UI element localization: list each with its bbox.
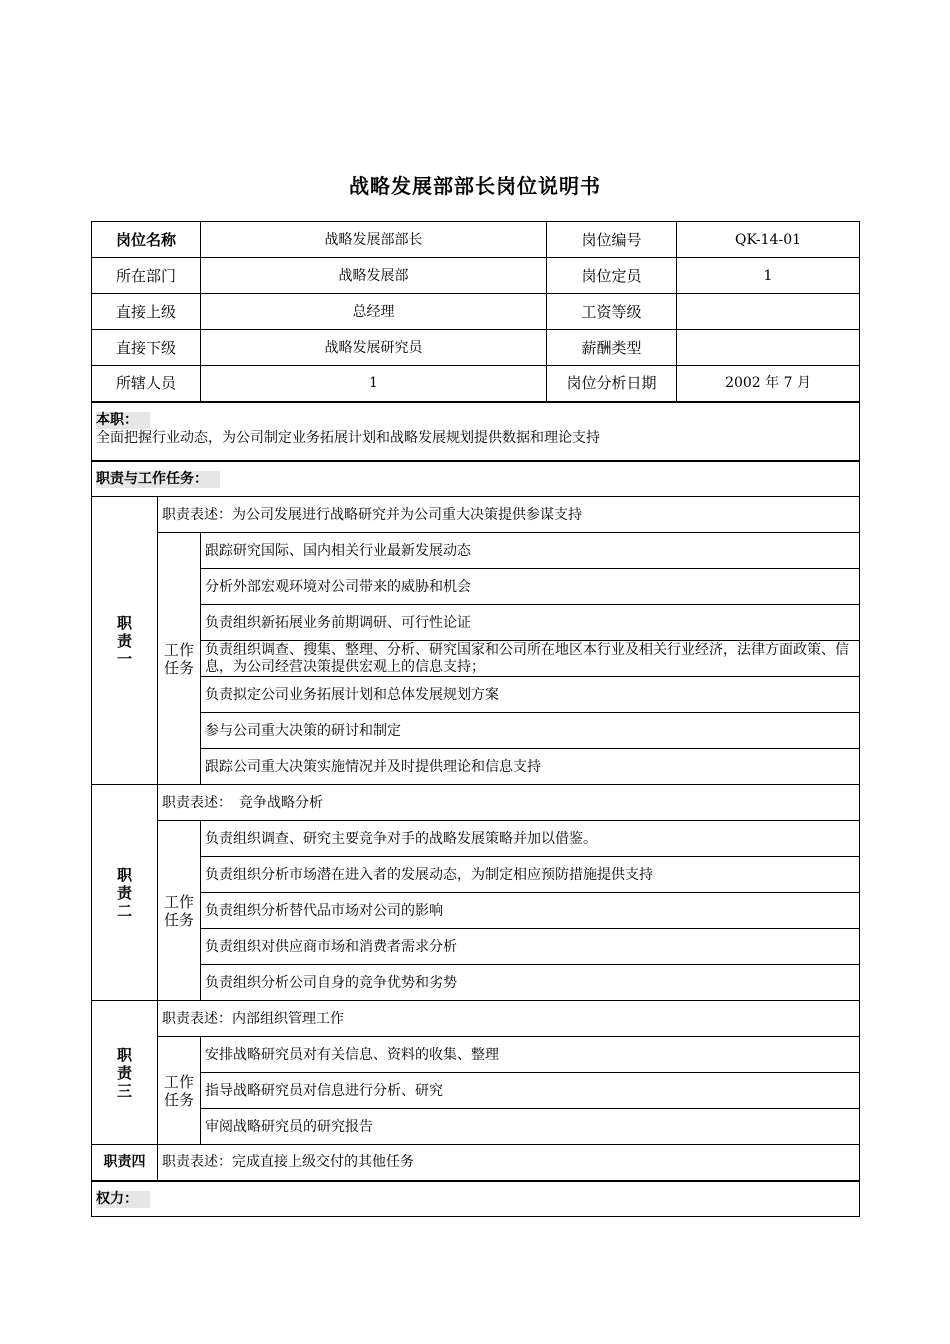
label-direct-subordinate: 直接下级 <box>92 330 201 366</box>
value-staff-count: 1 <box>201 366 547 402</box>
info-row <box>92 294 860 330</box>
summary-row <box>92 402 860 461</box>
label-direct-superior: 直接上级 <box>92 294 201 330</box>
value-position-code: QK-14-01 <box>677 222 860 258</box>
duty-3-task: 安排战略研究员对有关信息、资料的收集、整理 <box>201 1037 860 1073</box>
duty-2-description: 职责表述： 竞争战略分析 <box>158 785 860 821</box>
label-position-code: 岗位编号 <box>547 222 677 258</box>
duty-1-task: 跟踪公司重大决策实施情况并及时提供理论和信息支持 <box>201 749 860 785</box>
duty-4-label: 职责四 <box>92 1145 158 1181</box>
task-row <box>92 1037 860 1073</box>
duty-1-desc-row <box>92 497 860 533</box>
duty-1-task: 跟踪研究国际、国内相关行业最新发展动态 <box>201 533 860 569</box>
duties-heading-cell <box>92 461 860 497</box>
duty-2-task-label: 工作 任务 <box>158 821 201 1001</box>
duty-2-label: 职 责 二 <box>92 785 158 1001</box>
summary-cell <box>92 402 860 461</box>
duty-2-task: 负责组织分析替代品市场对公司的影响 <box>201 893 860 929</box>
duty-3-description: 职责表述：内部组织管理工作 <box>158 1001 860 1037</box>
duty-1-task: 参与公司重大决策的研讨和制定 <box>201 713 860 749</box>
task-row <box>92 749 860 785</box>
duty-1-task: 负责拟定公司业务拓展计划和总体发展规划方案 <box>201 677 860 713</box>
value-pay-type <box>677 330 860 366</box>
duty-1-task: 负责组织新拓展业务前期调研、可行性论证 <box>201 605 860 641</box>
duty-2-task: 负责组织分析公司自身的竞争优势和劣势 <box>201 965 860 1001</box>
duty-3-desc-row <box>92 1001 860 1037</box>
duty-2-desc-row <box>92 785 860 821</box>
summary-text: 全面把握行业动态，为公司制定业务拓展计划和战略发展规划提供数据和理论支持 <box>96 429 600 446</box>
label-salary-grade: 工资等级 <box>547 294 677 330</box>
duty-3-task-label: 工作 任务 <box>158 1037 201 1145</box>
value-position-name: 战略发展部部长 <box>201 222 547 258</box>
task-row <box>92 1073 860 1109</box>
duty-3-label: 职 责 三 <box>92 1001 158 1145</box>
label-analysis-date: 岗位分析日期 <box>547 366 677 402</box>
task-row <box>92 821 860 857</box>
value-analysis-date: 2002 年 7 月 <box>677 366 860 402</box>
power-cell <box>92 1181 860 1217</box>
duty-2-task: 负责组织对供应商市场和消费者需求分析 <box>201 929 860 965</box>
duty-4-row <box>92 1145 860 1181</box>
label-position-name: 岗位名称 <box>92 222 201 258</box>
power-row <box>92 1181 860 1217</box>
value-headcount: 1 <box>677 258 860 294</box>
value-salary-grade <box>677 294 860 330</box>
label-headcount: 岗位定员 <box>547 258 677 294</box>
task-row <box>92 1109 860 1145</box>
label-department: 所在部门 <box>92 258 201 294</box>
task-row <box>92 533 860 569</box>
duty-1-task: 分析外部宏观环境对公司带来的威胁和机会 <box>201 569 860 605</box>
duty-2-task: 负责组织调查、研究主要竞争对手的战略发展策略并加以借鉴。 <box>201 821 860 857</box>
info-row <box>92 258 860 294</box>
duties-heading: 职责与工作任务： <box>96 471 220 488</box>
info-row <box>92 330 860 366</box>
duty-1-description: 职责表述：为公司发展进行战略研究并为公司重大决策提供参谋支持 <box>158 497 860 533</box>
task-row <box>92 641 860 677</box>
task-row <box>92 893 860 929</box>
duty-4-description: 职责表述：完成直接上级交付的其他任务 <box>158 1145 860 1181</box>
duty-3-task: 指导战略研究员对信息进行分析、研究 <box>201 1073 860 1109</box>
duty-3-task: 审阅战略研究员的研究报告 <box>201 1109 860 1145</box>
power-heading: 权力： <box>96 1191 150 1208</box>
info-row <box>92 222 860 258</box>
page-title: 战略发展部部长岗位说明书 <box>349 174 601 198</box>
duties-heading-row <box>92 461 860 497</box>
duty-1-task-label: 工作 任务 <box>158 533 201 785</box>
label-staff-count: 所辖人员 <box>92 366 201 402</box>
info-row <box>92 366 860 402</box>
task-row <box>92 605 860 641</box>
task-row <box>92 569 860 605</box>
task-row <box>92 857 860 893</box>
task-row <box>92 929 860 965</box>
value-direct-superior: 总经理 <box>201 294 547 330</box>
duty-1-label: 职 责 一 <box>92 497 158 785</box>
task-row <box>92 677 860 713</box>
summary-heading: 本职： <box>96 412 150 429</box>
label-pay-type: 薪酬类型 <box>547 330 677 366</box>
duty-2-task: 负责组织分析市场潜在进入者的发展动态，为制定相应预防措施提供支持 <box>201 857 860 893</box>
job-description-table <box>91 221 860 1217</box>
task-row <box>92 965 860 1001</box>
value-direct-subordinate: 战略发展研究员 <box>201 330 547 366</box>
duty-1-task: 负责组织调查、搜集、整理、分析、研究国家和公司所在地区本行业及相关行业经济，法律方面政策、信息，为公司经营决策提供宏观上的信息支持； <box>201 641 860 677</box>
task-row <box>92 713 860 749</box>
value-department: 战略发展部 <box>201 258 547 294</box>
